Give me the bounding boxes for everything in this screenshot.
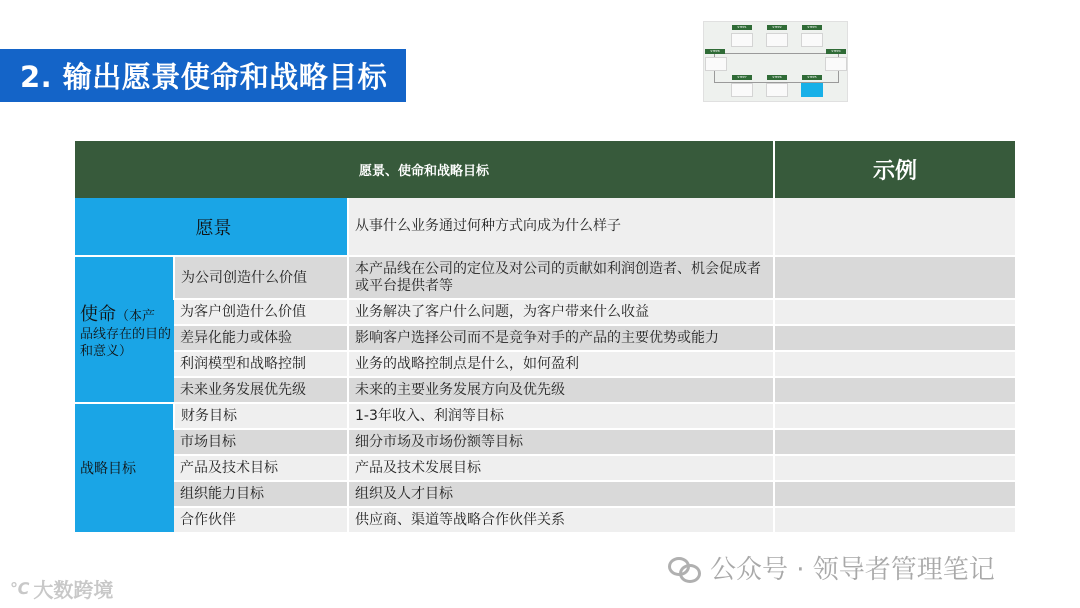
mission-desc: 未来的主要业务发展方向及优先级: [348, 377, 774, 403]
table-row: [75, 481, 1015, 507]
mission-label: [75, 256, 174, 403]
strategy-sub: 组织能力目标: [174, 481, 348, 507]
thumb-box-highlighted: [801, 83, 823, 97]
header-main: 愿景、使命和战略目标: [75, 141, 774, 198]
mission-label-note-1: （本产: [116, 308, 156, 324]
vision-desc: 从事什么业务通过何种方式向成为什么样子: [348, 198, 774, 256]
thumb-connector: [714, 53, 838, 54]
strategy-sub: 产品及技术目标: [174, 455, 348, 481]
thumb-box: [731, 33, 753, 47]
example-cell: [774, 455, 1015, 481]
thumb-box: [766, 33, 788, 47]
logo-icon: ℃: [10, 579, 30, 598]
mission-desc: 业务的战略控制点是什么，如何盈利: [348, 351, 774, 377]
thumb-step: STEP4: [826, 49, 846, 54]
table-row: [75, 351, 1015, 377]
example-cell: [774, 377, 1015, 403]
process-thumbnail: [703, 21, 848, 102]
mission-label-note-2: 品线存在的目的和意义）: [80, 326, 172, 359]
thumb-step: STEP3: [802, 25, 822, 30]
thumb-step: STEP8: [705, 49, 725, 54]
brand-logo: [10, 574, 113, 603]
table-row: [75, 256, 1015, 299]
logo-text: 大数跨境: [33, 578, 114, 602]
mission-desc: 本产品线在公司的定位及对公司的贡献如利润创造者、机会促成者或平台提供者等: [348, 256, 774, 299]
table-row: [75, 198, 1015, 256]
example-cell: [774, 481, 1015, 507]
strategy-label: 战略目标: [75, 403, 174, 533]
example-cell: [774, 198, 1015, 256]
mission-sub: 利润模型和战略控制: [174, 351, 348, 377]
mission-desc: 业务解决了客户什么问题，为客户带来什么收益: [348, 299, 774, 325]
thumb-step: STEP6: [767, 75, 787, 80]
mission-sub: 为公司创造什么价值: [174, 256, 348, 299]
wechat-watermark: [668, 549, 995, 586]
example-cell: [774, 325, 1015, 351]
thumb-step: STEP2: [767, 25, 787, 30]
example-cell: [774, 299, 1015, 325]
vision-mission-table: [75, 141, 1015, 534]
example-cell: [774, 429, 1015, 455]
header-example: 示例: [774, 141, 1015, 198]
watermark-text: 公众号 · 领导者管理笔记: [710, 555, 995, 585]
strategy-desc: 细分市场及市场份额等目标: [348, 429, 774, 455]
table-row: [75, 299, 1015, 325]
page-title: 2. 输出愿景使命和战略目标: [0, 49, 406, 102]
example-cell: [774, 351, 1015, 377]
thumb-box: [825, 57, 847, 71]
table-row: [75, 325, 1015, 351]
mission-desc: 影响客户选择公司而不是竞争对手的产品的主要优势或能力: [348, 325, 774, 351]
strategy-desc: 供应商、渠道等战略合作伙伴关系: [348, 507, 774, 533]
thumb-box: [731, 83, 753, 97]
strategy-desc: 产品及技术发展目标: [348, 455, 774, 481]
mission-label-main: 使命: [80, 303, 116, 325]
table-row: [75, 507, 1015, 533]
example-cell: [774, 507, 1015, 533]
table-header-row: [75, 141, 1015, 198]
strategy-sub: 市场目标: [174, 429, 348, 455]
table-row: [75, 377, 1015, 403]
thumb-box: [766, 83, 788, 97]
thumb-box: [705, 57, 727, 71]
wechat-icon: [668, 555, 702, 581]
strategy-sub: 合作伙伴: [174, 507, 348, 533]
thumb-step: STEP5: [802, 75, 822, 80]
strategy-desc: 1-3年收入、利润等目标: [348, 403, 774, 429]
example-cell: [774, 256, 1015, 299]
mission-sub: 差异化能力或体验: [174, 325, 348, 351]
vision-label: 愿景: [75, 198, 348, 256]
mission-sub: 未来业务发展优先级: [174, 377, 348, 403]
table-row: [75, 429, 1015, 455]
thumb-step: STEP7: [732, 75, 752, 80]
table-row: [75, 455, 1015, 481]
thumb-box: [801, 33, 823, 47]
thumb-step: STEP1: [732, 25, 752, 30]
table-row: [75, 403, 1015, 429]
strategy-sub: 财务目标: [174, 403, 348, 429]
mission-sub: 为客户创造什么价值: [174, 299, 348, 325]
strategy-desc: 组织及人才目标: [348, 481, 774, 507]
example-cell: [774, 403, 1015, 429]
